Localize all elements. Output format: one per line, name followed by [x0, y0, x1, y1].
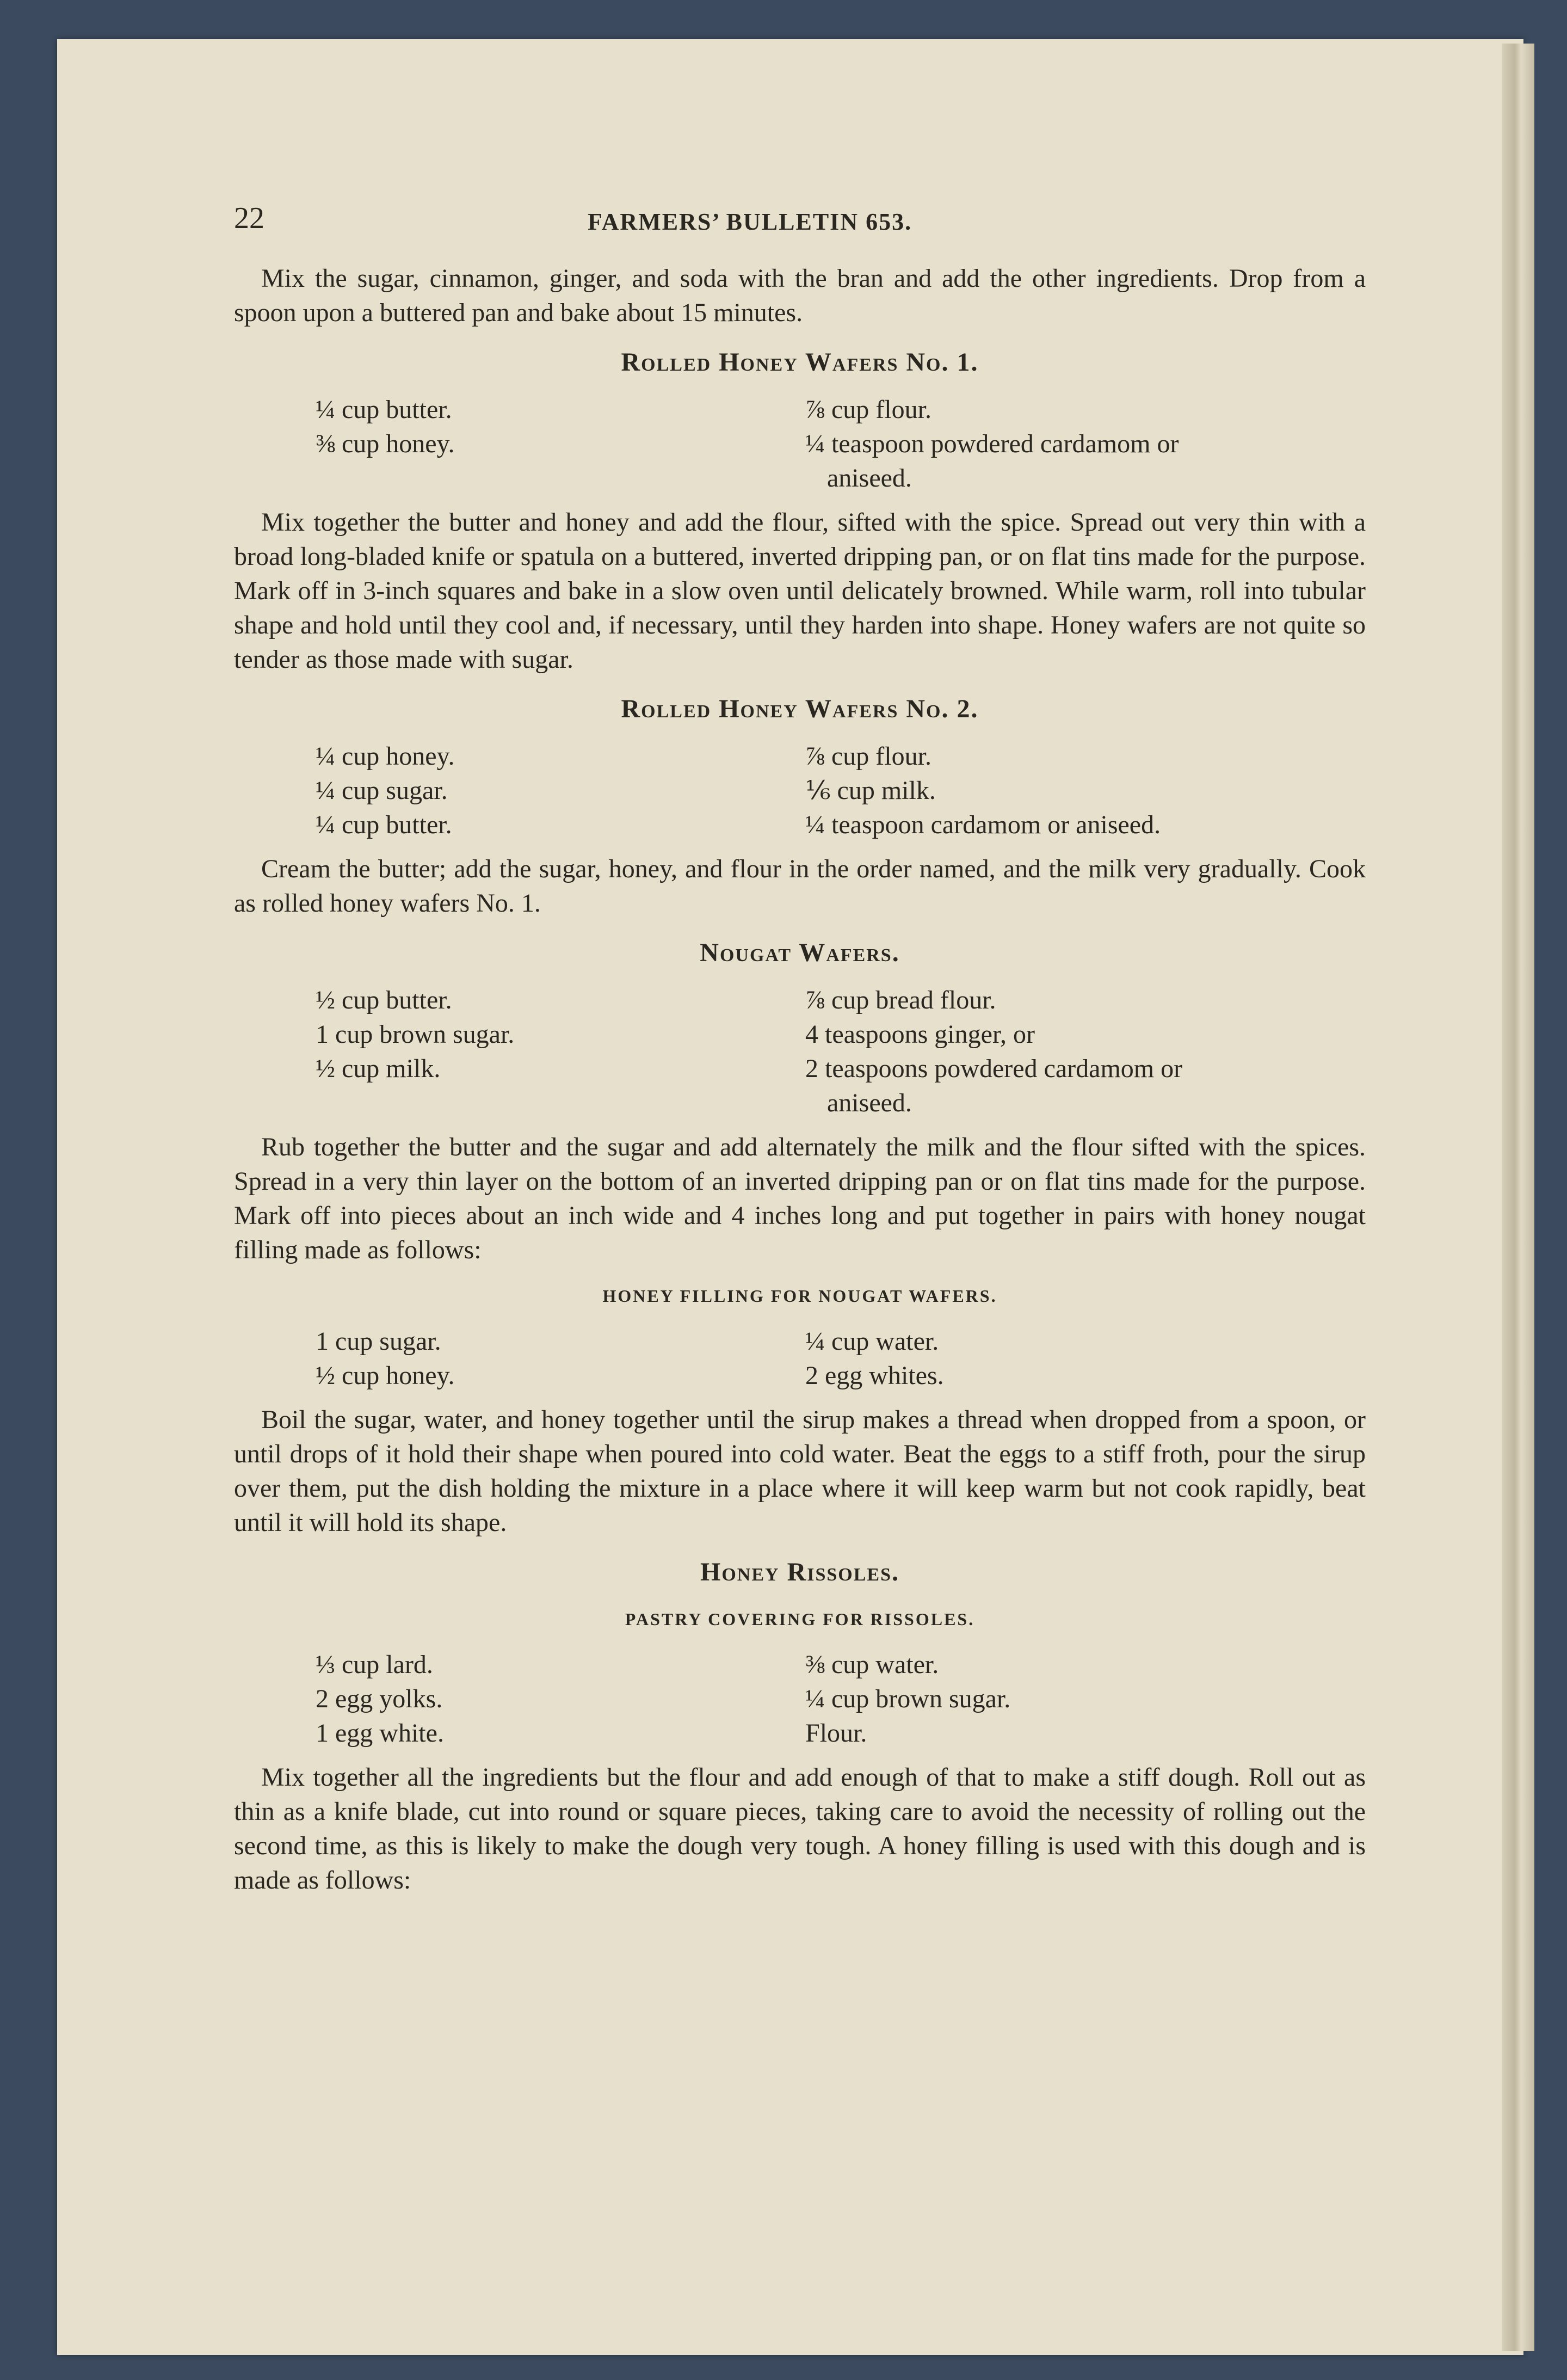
paragraph: Rub together the butter and the sugar and add alternately the milk and the flour sifted with the spices. Spread in a very thin layer on the bottom of an inverted dripping pan or on flat tins made for the purpose. Mark off into pieces about an inch wide and 4 inches long and put together in pairs with honey nougat filling made as follows:	[234, 1133, 1366, 1264]
ingredient-item: ⅞ cup bread flour.	[805, 986, 996, 1014]
ingredient-column-right	[805, 739, 1306, 842]
recipe-subheading: HONEY FILLING FOR NOUGAT WAFERS.	[602, 1286, 997, 1306]
ingredient-item: ¼ cup sugar.	[316, 776, 448, 805]
page-content	[234, 201, 1366, 1909]
ingredient-column-left	[316, 739, 805, 842]
ingredient-column-right	[805, 1324, 1306, 1393]
ingredient-column-right	[805, 1647, 1306, 1750]
ingredient-item: 1 cup sugar.	[316, 1327, 441, 1356]
ingredient-item: 1 egg white.	[316, 1719, 444, 1748]
ingredient-item: ½ cup honey.	[316, 1361, 455, 1390]
paragraph: Mix together the butter and honey and add the flour, sifted with the spice. Spread out very thin with a broad long-bladed knife or spatula on a buttered, inverted dripping pan, or on flat tins made for the purpose. Mark off in 3-inch squares and bake in a slow oven until delicately browned. While warm, roll into tubular shape and hold until they cool and, if necessary, until they harden into shape. Honey wafers are not quite so tender as those made with sugar.	[234, 508, 1366, 674]
bulletin-title: FARMERS’ BULLETIN 653.	[588, 208, 912, 235]
recipe-heading: Nougat Wafers.	[700, 938, 900, 967]
ingredient-item: ⅞ cup flour.	[805, 395, 931, 424]
page-spine	[1502, 44, 1534, 2351]
recipe-text	[234, 261, 1366, 1897]
ingredient-item: ¼ cup water.	[805, 1327, 939, 1356]
paragraph: Mix together all the ingredients but the flour and add enough of that to make a stiff dough. Roll out as thin as a knife blade, cut into round or square pieces, taking care to avoid the necessity of rolling out the second time, as this is likely to make the dough very tough. A honey filling is used with this dough and is made as follows:	[234, 1763, 1366, 1895]
ingredient-item: ⅞ cup flour.	[805, 742, 931, 771]
recipe-heading: Honey Rissoles.	[700, 1558, 899, 1586]
ingredient-item: ⅓ cup lard.	[316, 1650, 433, 1679]
running-head	[234, 201, 1366, 239]
ingredient-column-left	[316, 983, 805, 1120]
ingredient-item: ¼ cup honey.	[316, 742, 455, 771]
paragraph: Boil the sugar, water, and honey together until the sirup makes a thread when dropped from a spoon, or until drops of it hold their shape when poured into cold water. Beat the eggs to a stiff froth, pour the sirup over them, put the dish holding the mixture in a place where it will keep warm but not cook rapidly, beat until it will hold its shape.	[234, 1405, 1366, 1537]
recipe-heading: Rolled Honey Wafers No. 1.	[621, 348, 979, 377]
ingredient-column-right	[805, 392, 1306, 495]
ingredient-item: aniseed.	[827, 464, 912, 493]
paragraph: Mix the sugar, cinnamon, ginger, and soda with the bran and add the other ingredients. Drop from a spoon upon a buttered pan and bake about 15 minutes.	[234, 264, 1366, 327]
ingredient-list	[316, 983, 1366, 1120]
ingredient-column-left	[316, 1647, 805, 1750]
ingredient-item: ⅙ cup milk.	[805, 776, 936, 805]
ingredient-item: ¼ cup butter.	[316, 395, 452, 424]
ingredient-column-left	[316, 1324, 805, 1393]
ingredient-item: 4 teaspoons ginger, or	[805, 1020, 1035, 1049]
paragraph: Cream the butter; add the sugar, honey, and flour in the order named, and the milk very gradually. Cook as rolled honey wafers No. 1.	[234, 854, 1366, 918]
ingredient-item: ¼ cup brown sugar.	[805, 1684, 1011, 1713]
ingredient-item: 2 egg whites.	[805, 1361, 944, 1390]
ingredient-item: ⅜ cup honey.	[316, 429, 455, 458]
ingredient-item: ⅜ cup water.	[805, 1650, 939, 1679]
ingredient-list	[316, 392, 1366, 495]
recipe-heading: Rolled Honey Wafers No. 2.	[621, 694, 979, 723]
page-number: 22	[234, 201, 264, 235]
ingredient-item: 1 cup brown sugar.	[316, 1020, 515, 1049]
ingredient-item: 2 egg yolks.	[316, 1684, 443, 1713]
ingredient-item: Flour.	[805, 1719, 867, 1748]
ingredient-item: 2 teaspoons powdered cardamom or	[805, 1054, 1183, 1083]
ingredient-item: ½ cup milk.	[316, 1054, 441, 1083]
ingredient-list	[316, 1324, 1366, 1393]
ingredient-item: ¼ teaspoon cardamom or aniseed.	[805, 810, 1161, 839]
ingredient-column-left	[316, 392, 805, 495]
ingredient-item: ½ cup butter.	[316, 986, 452, 1014]
ingredient-list	[316, 739, 1366, 842]
ingredient-list	[316, 1647, 1366, 1750]
ingredient-item: aniseed.	[827, 1088, 912, 1117]
ingredient-item: ¼ cup butter.	[316, 810, 452, 839]
ingredient-column-right	[805, 983, 1306, 1120]
ingredient-item: ¼ teaspoon powdered cardamom or	[805, 429, 1179, 458]
recipe-subheading: PASTRY COVERING FOR RISSOLES.	[625, 1609, 975, 1629]
